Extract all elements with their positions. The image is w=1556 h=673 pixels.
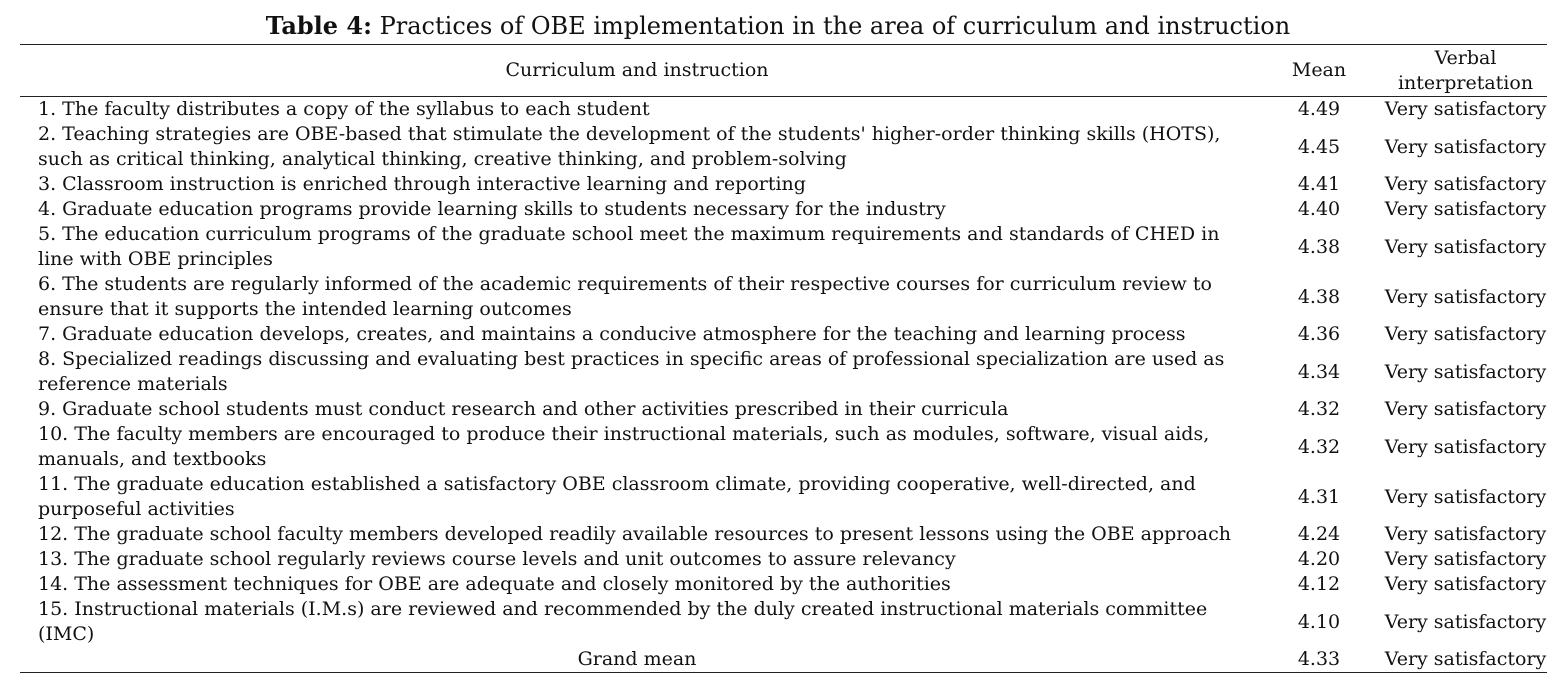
table-row	[20, 397, 1547, 422]
grand-mean-value: 4.33	[1254, 647, 1384, 673]
row-verbal: Very satisfactory	[1384, 435, 1547, 458]
row-mean: 4.10	[1297, 610, 1341, 633]
row-item: 4. Graduate education programs provide learning skills to students necessary for the industry	[38, 198, 946, 220]
row-mean: 4.24	[1297, 523, 1341, 545]
row-item: 8. Specialized readings discussing and evaluating best practices in specific areas of professional specialization are used as reference materials	[38, 348, 1225, 395]
row-item: 5. The education curriculum programs of the graduate school meet the maximum requirements and standards of CHED in line with OBE principles	[38, 223, 1220, 270]
row-verbal: Very satisfactory	[1384, 323, 1547, 345]
header-curriculum-instruction: Curriculum and instruction	[20, 45, 1254, 97]
row-verbal: Very satisfactory	[1384, 485, 1547, 508]
table-header-row	[20, 45, 1547, 97]
row-mean: 4.40	[1297, 198, 1341, 220]
row-mean: 4.12	[1297, 573, 1341, 595]
row-verbal: Very satisfactory	[1384, 360, 1547, 383]
obe-practices-table	[20, 44, 1547, 673]
row-item: 15. Instructional materials (I.M.s) are reviewed and recommended by the duly created instructional materials committee (IMC)	[38, 598, 1208, 645]
row-mean: 4.41	[1297, 173, 1341, 195]
row-verbal: Very satisfactory	[1384, 285, 1547, 308]
row-mean: 4.38	[1297, 235, 1341, 258]
header-verbal-interpretation	[1384, 45, 1547, 97]
table-row	[20, 122, 1547, 172]
row-verbal: Very satisfactory	[1384, 98, 1547, 120]
row-item: 13. The graduate school regularly reviews course levels and unit outcomes to assure relevancy	[38, 548, 956, 570]
grand-mean-label: Grand mean	[20, 647, 1254, 673]
row-mean: 4.45	[1297, 135, 1341, 158]
row-item: 9. Graduate school students must conduct research and other activities prescribed in their curricula	[38, 398, 1009, 420]
grand-mean-verbal: Very satisfactory	[1384, 647, 1547, 673]
table-row	[20, 422, 1547, 472]
grand-mean-row	[20, 647, 1547, 673]
table-row	[20, 272, 1547, 322]
table-row	[20, 347, 1547, 397]
row-mean: 4.20	[1297, 548, 1341, 570]
row-verbal: Very satisfactory	[1384, 523, 1547, 545]
row-item: 12. The graduate school faculty members developed readily available resources to present lessons using the OBE approach	[38, 523, 1232, 545]
table-row	[20, 597, 1547, 647]
table-row	[20, 197, 1547, 222]
row-verbal: Very satisfactory	[1384, 235, 1547, 258]
row-mean: 4.38	[1297, 285, 1341, 308]
header-verbal-line1: Verbal	[1434, 46, 1497, 69]
row-item: 2. Teaching strategies are OBE-based that stimulate the development of the students' higher-order thinking skills (HOTS), such as critical thinking, analytical thinking, creative thinking, and problem-solving	[38, 123, 1221, 170]
row-item: 10. The faculty members are encouraged to produce their instructional materials, such as modules, software, visual aids, manuals, and textbooks	[38, 423, 1210, 470]
table-row	[20, 222, 1547, 272]
row-item: 1. The faculty distributes a copy of the syllabus to each student	[38, 98, 650, 120]
row-verbal: Very satisfactory	[1384, 198, 1547, 220]
table-row	[20, 472, 1547, 522]
table-row	[20, 172, 1547, 197]
row-mean: 4.49	[1297, 98, 1341, 120]
table-row	[20, 322, 1547, 347]
row-item: 3. Classroom instruction is enriched through interactive learning and reporting	[38, 173, 806, 195]
table-row	[20, 522, 1547, 547]
row-verbal: Very satisfactory	[1384, 173, 1547, 195]
table-row	[20, 572, 1547, 597]
row-item: 11. The graduate education established a satisfactory OBE classroom climate, providing cooperative, well-directed, and purposeful activities	[38, 473, 1196, 520]
row-mean: 4.36	[1297, 323, 1341, 345]
table-row	[20, 547, 1547, 572]
row-item: 7. Graduate education develops, creates, and maintains a conducive atmosphere for the teaching and learning process	[38, 323, 1186, 345]
row-verbal: Very satisfactory	[1384, 398, 1547, 420]
table-caption-label: Table 4:	[265, 11, 372, 40]
row-verbal: Very satisfactory	[1384, 548, 1547, 570]
row-verbal: Very satisfactory	[1384, 135, 1547, 158]
row-mean: 4.32	[1297, 398, 1341, 420]
header-verbal-line2: interpretation	[1397, 71, 1534, 94]
row-mean: 4.31	[1297, 485, 1341, 508]
table-caption-text: Practices of OBE implementation in the area of curriculum and instruction	[379, 12, 1291, 40]
row-mean: 4.34	[1297, 360, 1341, 383]
row-item: 14. The assessment techniques for OBE are adequate and closely monitored by the authorities	[38, 573, 951, 595]
row-item: 6. The students are regularly informed of the academic requirements of their respective courses for curriculum review to ensure that it supports the intended learning outcomes	[38, 273, 1212, 320]
row-verbal: Very satisfactory	[1384, 573, 1547, 595]
table-caption	[0, 10, 1556, 42]
header-mean: Mean	[1254, 45, 1384, 97]
table-row	[20, 97, 1547, 123]
row-verbal: Very satisfactory	[1384, 610, 1547, 633]
row-mean: 4.32	[1297, 435, 1341, 458]
